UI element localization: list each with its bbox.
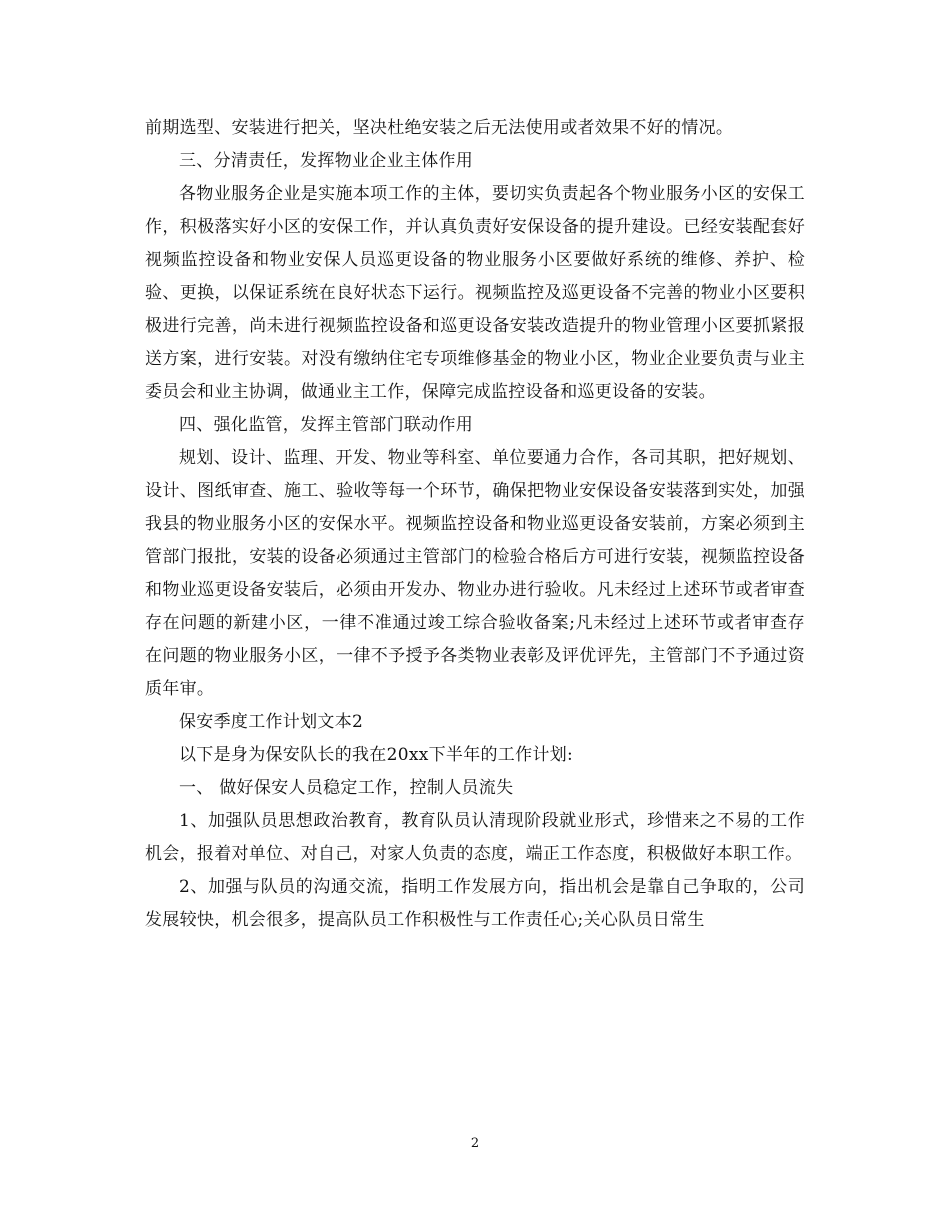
section-heading: 四、强化监管，发挥主管部门联动作用 [179, 415, 474, 435]
page-number: 2 [470, 1136, 480, 1151]
section-heading: 一、 做好保安人员稳定工作，控制人员流失 [179, 778, 514, 798]
document-title: 保安季度工作计划文本2 [179, 712, 364, 732]
paragraph: 各物业服务企业是实施本项工作的主体，要切实负责起各个物业服务小区的安保工作，积极落实好小区的安保工作，并认真负责好安保设备的提升建设。已经安装配套好视频监控设备和物业安保人员巡更设备的物业服务小区要做好系统的维修、养护、检验、更换，以保证系统在良好状态下运行。视频监控及巡更设备不完善的物业小区要积极进行完善，尚未进行视频监控设备和巡更设备安装改造提升的物业管理小区要抓紧报送方案，进行安装。对没有缴纳住宅专项维修基金的物业小区，物业企业要负责与业主委员会和业主协调，做通业主工作，保障完成监控设备和巡更设备的安装。 [145, 184, 805, 402]
paragraph: 规划、设计、监理、开发、物业等科室、单位要通力合作，各司其职，把好规划、设计、图纸审查、施工、验收等每一个环节，确保把物业安保设备安装落到实处，加强我县的物业服务小区的安保水平。视频监控设备和物业巡更设备安装前，方案必须到主管部门报批，安装的设备必须通过主管部门的检验合格后方可进行安装，视频监控设备和物业巡更设备安装后，必须由开发办、物业办进行验收。凡未经过上述环节或者审查存在问题的新建小区，一律不准通过竣工综合验收备案;凡未经过上述环节或者审查存在问题的物业服务小区，一律不予授予各类物业表彰及评优评先，主管部门不予通过资质年审。 [145, 448, 805, 699]
list-item: 2、加强与队员的沟通交流，指明工作发展方向，指出机会是靠自己争取的，公司发展较快，机会很多，提高队员工作积极性与工作责任心;关心队员日常生 [145, 877, 805, 930]
section-heading: 三、分清责任，发挥物业企业主体作用 [179, 151, 474, 171]
document-body [145, 112, 805, 937]
paragraph: 前期选型、安装进行把关，坚决杜绝安装之后无法使用或者效果不好的情况。 [145, 118, 734, 138]
list-item: 1、加强队员思想政治教育，教育队员认清现阶段就业形式，珍惜来之不易的工作机会，报着对单位、对自己，对家人负责的态度，端正工作态度，积极做好本职工作。 [145, 811, 805, 864]
paragraph: 以下是身为保安队长的我在20xx下半年的工作计划: [179, 745, 574, 765]
